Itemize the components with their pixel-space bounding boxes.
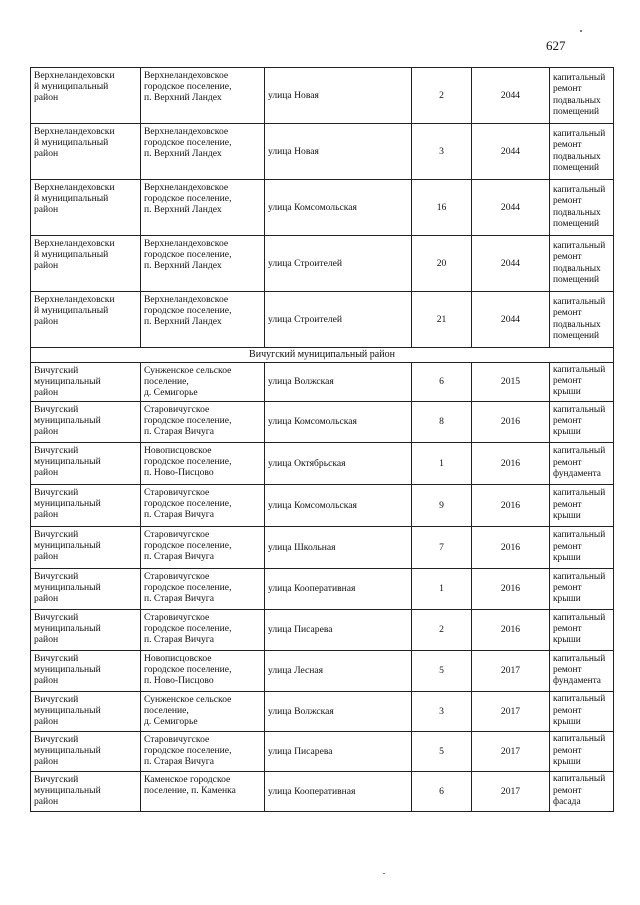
work-type-cell: капитальный ремонт подвальных помещений bbox=[550, 292, 614, 348]
settlement-cell: Верхнеландеховское городское поселение, п. Верхний Ландех bbox=[141, 180, 265, 236]
district-cell: Вичугский муниципальный район bbox=[31, 609, 141, 650]
house-number-cell: 2 bbox=[412, 68, 472, 124]
work-type-cell: капитальный ремонт подвальных помещений bbox=[550, 124, 614, 180]
house-number-cell: 6 bbox=[412, 771, 472, 811]
year-cell: 2044 bbox=[472, 68, 550, 124]
table-row bbox=[31, 236, 614, 292]
settlement-cell: Старовичугское городское поселение, п. Старая Вичуга bbox=[141, 484, 265, 526]
district-cell: Верхнеландеховски й муниципальный район bbox=[31, 180, 141, 236]
settlement-cell: Верхнеландеховское городское поселение, п. Верхний Ландех bbox=[141, 236, 265, 292]
settlement-cell: Верхнеландеховское городское поселение, п. Верхний Ландех bbox=[141, 124, 265, 180]
year-cell: 2015 bbox=[472, 363, 550, 402]
work-type-cell: капитальный ремонт подвальных помещений bbox=[550, 68, 614, 124]
settlement-cell: Сунженское сельское поселение, д. Семигорье bbox=[141, 691, 265, 731]
settlement-cell: Верхнеландеховское городское поселение, п. Верхний Ландех bbox=[141, 68, 265, 124]
year-cell: 2044 bbox=[472, 180, 550, 236]
district-cell: Вичугский муниципальный район bbox=[31, 442, 141, 484]
table-row bbox=[31, 731, 614, 771]
street-cell: улица Комсомольская bbox=[265, 180, 412, 236]
scan-speck bbox=[580, 30, 582, 32]
settlement-cell: Новописцовское городское поселение, п. Ново-Писцово bbox=[141, 650, 265, 691]
settlement-cell: Новописцовское городское поселение, п. Ново-Писцово bbox=[141, 442, 265, 484]
street-cell: улица Писарева bbox=[265, 609, 412, 650]
year-cell: 2017 bbox=[472, 771, 550, 811]
table-row bbox=[31, 180, 614, 236]
table-row bbox=[31, 363, 614, 402]
street-cell: улица Строителей bbox=[265, 236, 412, 292]
district-cell: Верхнеландеховски й муниципальный район bbox=[31, 124, 141, 180]
street-cell: улица Кооперативная bbox=[265, 568, 412, 609]
street-cell: улица Школьная bbox=[265, 526, 412, 568]
settlement-cell: Старовичугское городское поселение, п. Старая Вичуга bbox=[141, 609, 265, 650]
street-cell: улица Новая bbox=[265, 124, 412, 180]
table-row bbox=[31, 771, 614, 811]
table-row bbox=[31, 442, 614, 484]
work-type-cell: капитальный ремонт фундамента bbox=[550, 442, 614, 484]
street-cell: улица Писарева bbox=[265, 731, 412, 771]
settlement-cell: Верхнеландеховское городское поселение, п. Верхний Ландех bbox=[141, 292, 265, 348]
district-cell: Верхнеландеховски й муниципальный район bbox=[31, 236, 141, 292]
settlement-cell: Старовичугское городское поселение, п. Старая Вичуга bbox=[141, 731, 265, 771]
house-number-cell: 3 bbox=[412, 691, 472, 731]
table-row bbox=[31, 526, 614, 568]
work-type-cell: капитальный ремонт крыши bbox=[550, 363, 614, 402]
table-row bbox=[31, 292, 614, 348]
street-cell: улица Комсомольская bbox=[265, 484, 412, 526]
house-number-cell: 6 bbox=[412, 363, 472, 402]
work-type-cell: капитальный ремонт фундамента bbox=[550, 650, 614, 691]
table-row bbox=[31, 691, 614, 731]
house-number-cell: 16 bbox=[412, 180, 472, 236]
street-cell: улица Новая bbox=[265, 68, 412, 124]
work-type-cell: капитальный ремонт крыши bbox=[550, 568, 614, 609]
table-row bbox=[31, 650, 614, 691]
year-cell: 2017 bbox=[472, 731, 550, 771]
house-number-cell: 1 bbox=[412, 568, 472, 609]
work-type-cell: капитальный ремонт подвальных помещений bbox=[550, 236, 614, 292]
district-cell: Вичугский муниципальный район bbox=[31, 363, 141, 402]
table-row bbox=[31, 484, 614, 526]
table-row bbox=[31, 401, 614, 442]
work-type-cell: капитальный ремонт крыши bbox=[550, 691, 614, 731]
street-cell: улица Комсомольская bbox=[265, 401, 412, 442]
district-cell: Верхнеландеховски й муниципальный район bbox=[31, 292, 141, 348]
year-cell: 2017 bbox=[472, 691, 550, 731]
work-type-cell: капитальный ремонт крыши bbox=[550, 526, 614, 568]
table-row bbox=[31, 68, 614, 124]
house-number-cell: 2 bbox=[412, 609, 472, 650]
page-number: 627 bbox=[546, 38, 566, 53]
district-cell: Вичугский муниципальный район bbox=[31, 568, 141, 609]
district-cell: Вичугский муниципальный район bbox=[31, 484, 141, 526]
house-number-cell: 1 bbox=[412, 442, 472, 484]
street-cell: улица Волжская bbox=[265, 363, 412, 402]
district-cell: Вичугский муниципальный район bbox=[31, 650, 141, 691]
house-number-cell: 21 bbox=[412, 292, 472, 348]
year-cell: 2016 bbox=[472, 526, 550, 568]
year-cell: 2016 bbox=[472, 609, 550, 650]
work-type-cell: капитальный ремонт крыши bbox=[550, 731, 614, 771]
year-cell: 2016 bbox=[472, 484, 550, 526]
settlement-cell: Сунженское сельское поселение, д. Семигорье bbox=[141, 363, 265, 402]
house-number-cell: 3 bbox=[412, 124, 472, 180]
district-cell: Верхнеландеховски й муниципальный район bbox=[31, 68, 141, 124]
street-cell: улица Волжская bbox=[265, 691, 412, 731]
street-cell: улица Кооперативная bbox=[265, 771, 412, 811]
work-type-cell: капитальный ремонт крыши bbox=[550, 401, 614, 442]
street-cell: улица Лесная bbox=[265, 650, 412, 691]
house-number-cell: 20 bbox=[412, 236, 472, 292]
district-cell: Вичугский муниципальный район bbox=[31, 731, 141, 771]
year-cell: 2017 bbox=[472, 650, 550, 691]
year-cell: 2044 bbox=[472, 236, 550, 292]
work-type-cell: капитальный ремонт крыши bbox=[550, 484, 614, 526]
district-cell: Вичугский муниципальный район bbox=[31, 401, 141, 442]
settlement-cell: Каменское городское поселение, п. Каменка bbox=[141, 771, 265, 811]
year-cell: 2016 bbox=[472, 401, 550, 442]
house-number-cell: 8 bbox=[412, 401, 472, 442]
district-cell: Вичугский муниципальный район bbox=[31, 526, 141, 568]
settlement-cell: Старовичугское городское поселение, п. Старая Вичуга bbox=[141, 568, 265, 609]
year-cell: 2044 bbox=[472, 292, 550, 348]
work-type-cell: капитальный ремонт фасада bbox=[550, 771, 614, 811]
table-row bbox=[31, 568, 614, 609]
work-type-cell: капитальный ремонт подвальных помещений bbox=[550, 180, 614, 236]
street-cell: улица Октябрьская bbox=[265, 442, 412, 484]
section-header-row bbox=[31, 348, 614, 363]
house-number-cell: 5 bbox=[412, 731, 472, 771]
year-cell: 2044 bbox=[472, 124, 550, 180]
year-cell: 2016 bbox=[472, 568, 550, 609]
year-cell: 2016 bbox=[472, 442, 550, 484]
table-row bbox=[31, 609, 614, 650]
street-cell: улица Строителей bbox=[265, 292, 412, 348]
repair-schedule-table bbox=[30, 67, 614, 812]
section-title: Вичугский муниципальный район bbox=[31, 348, 614, 363]
settlement-cell: Старовичугское городское поселение, п. Старая Вичуга bbox=[141, 526, 265, 568]
work-type-cell: капитальный ремонт крыши bbox=[550, 609, 614, 650]
district-cell: Вичугский муниципальный район bbox=[31, 771, 141, 811]
table-row bbox=[31, 124, 614, 180]
house-number-cell: 7 bbox=[412, 526, 472, 568]
house-number-cell: 9 bbox=[412, 484, 472, 526]
settlement-cell: Старовичугское городское поселение, п. Старая Вичуга bbox=[141, 401, 265, 442]
house-number-cell: 5 bbox=[412, 650, 472, 691]
district-cell: Вичугский муниципальный район bbox=[31, 691, 141, 731]
scan-speck bbox=[383, 873, 385, 874]
